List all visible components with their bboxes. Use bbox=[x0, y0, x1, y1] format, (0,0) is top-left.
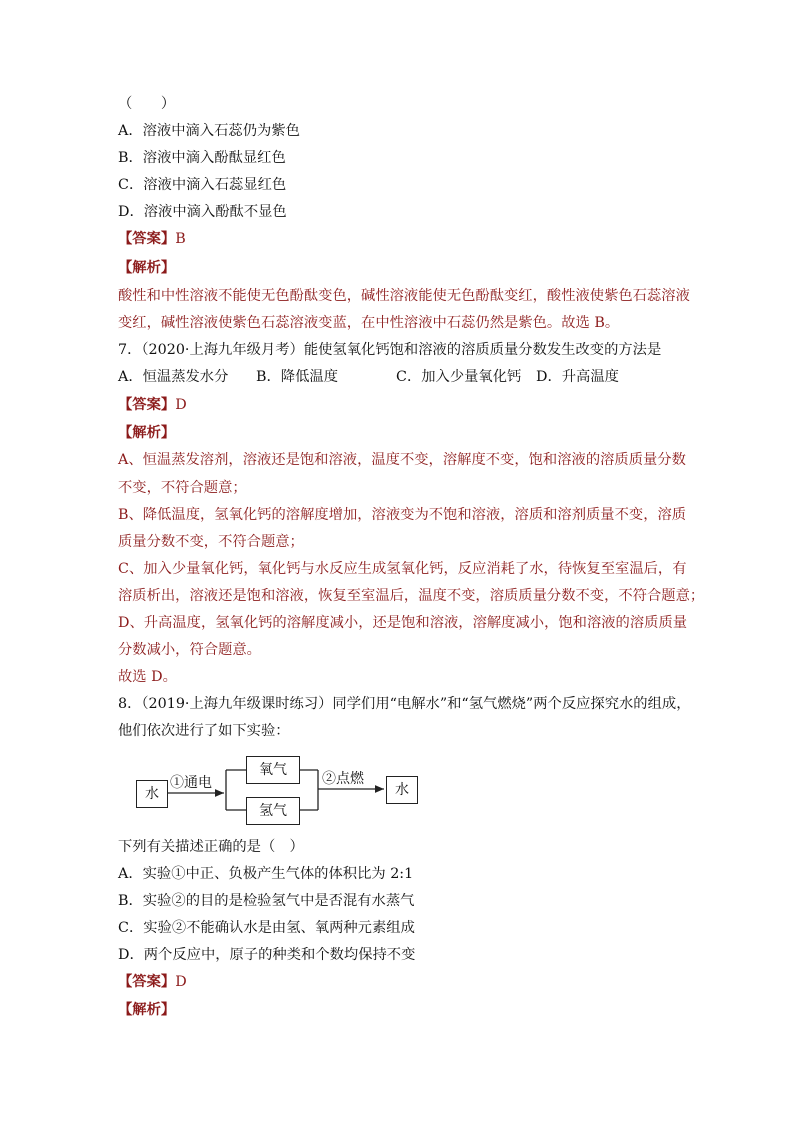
q7-analysis-line: 溶质析出，溶液还是饱和溶液，恢复至室温后，温度不变，溶质质量分数不变，不符合题意； bbox=[118, 588, 705, 604]
water-box-right: 水 bbox=[386, 776, 418, 804]
q8-option-a: A．实验①中正、负极产生气体的体积比为 2:1 bbox=[118, 866, 414, 882]
step1-label: ①通电 bbox=[170, 775, 212, 791]
q7-analysis-label: 【解析】 bbox=[118, 425, 176, 441]
q6-analysis-label: 【解析】 bbox=[118, 260, 176, 276]
answer-value: B bbox=[175, 231, 186, 247]
q7-option-d: D．升高温度 bbox=[536, 369, 619, 385]
q6-analysis-line: 酸性和中性溶液不能使无色酚酞变色，碱性溶液能使无色酚酞变红，酸性液使紫色石蕊溶液 bbox=[118, 288, 690, 304]
q6-option-d: D．溶液中滴入酚酞不显色 bbox=[118, 204, 287, 220]
q8-stem-line: 8．（2019·上海九年级课时练习）同学们用“电解水”和“氢气燃烧”两个反应探究水的组成， bbox=[118, 696, 691, 712]
q8-option-b: B．实验②的目的是检验氢气中是否混有水蒸气 bbox=[118, 893, 415, 909]
q8-option-c: C．实验②不能确认水是由氢、氧两种元素组成 bbox=[118, 920, 415, 936]
q6-option-c: C．溶液中滴入石蕊显红色 bbox=[118, 177, 287, 193]
q7-analysis-line: C、加入少量氧化钙，氧化钙与水反应生成氢氧化钙，反应消耗了水，待恢复至室温后，有 bbox=[118, 561, 687, 577]
q6-option-a: A．溶液中滴入石蕊仍为紫色 bbox=[118, 123, 300, 139]
q8-analysis-label: 【解析】 bbox=[118, 1002, 176, 1018]
q7-option-c: C．加入少量氧化钙 bbox=[396, 369, 522, 385]
q7-analysis-line: 分数减小，符合题意。 bbox=[118, 642, 261, 658]
q7-analysis-line: 故选 D。 bbox=[118, 669, 177, 685]
q7-analysis-line: A、恒温蒸发溶剂，溶液还是饱和溶液，温度不变，溶解度不变，饱和溶液的溶质质量分数 bbox=[118, 452, 686, 468]
q6-analysis-line: 变红，碱性溶液使紫色石蕊溶液变蓝，在中性溶液中石蕊仍然是紫色。故选 B。 bbox=[118, 315, 620, 331]
hydrogen-box: 氢气 bbox=[246, 797, 300, 825]
q8-option-d: D．两个反应中，原子的种类和个数均保持不变 bbox=[118, 947, 416, 963]
answer-label: 【答案】 bbox=[118, 231, 176, 247]
answer-label: 【答案】 bbox=[118, 397, 176, 413]
water-box-left: 水 bbox=[136, 780, 168, 808]
answer-label: 【答案】 bbox=[118, 974, 176, 990]
q7-option-a: A．恒温蒸发水分 bbox=[118, 369, 229, 385]
q6-option-b: B．溶液中滴入酚酞显红色 bbox=[118, 150, 286, 166]
oxygen-box: 氧气 bbox=[246, 756, 300, 784]
q7-option-b: B．降低温度 bbox=[256, 369, 338, 385]
q7-analysis-line: D、升高温度，氢氧化钙的溶解度减小，还是饱和溶液，溶解度减小，饱和溶液的溶质质量 bbox=[118, 615, 688, 631]
q7-analysis-line: 质量分数不变，不符合题意； bbox=[118, 534, 304, 550]
step2-label: ②点燃 bbox=[322, 771, 364, 787]
q6-paren: （ ） bbox=[118, 96, 176, 112]
q8-stem-line: 他们依次进行了如下实验： bbox=[118, 723, 290, 739]
q7-analysis-line: B、降低温度，氢氧化钙的溶解度增加，溶液变为不饱和溶液，溶质和溶剂质量不变，溶质 bbox=[118, 507, 687, 523]
answer-value: D bbox=[175, 974, 187, 990]
q8-answer bbox=[118, 972, 187, 992]
answer-value: D bbox=[175, 397, 187, 413]
q7-stem: 7．（2020·上海九年级月考）能使氢氧化钙饱和溶液的溶质质量分数发生改变的方法是 bbox=[118, 342, 662, 358]
q8-question: 下列有关描述正确的是（ ） bbox=[118, 839, 304, 855]
q7-analysis-line: 不变，不符合题意； bbox=[118, 480, 247, 496]
